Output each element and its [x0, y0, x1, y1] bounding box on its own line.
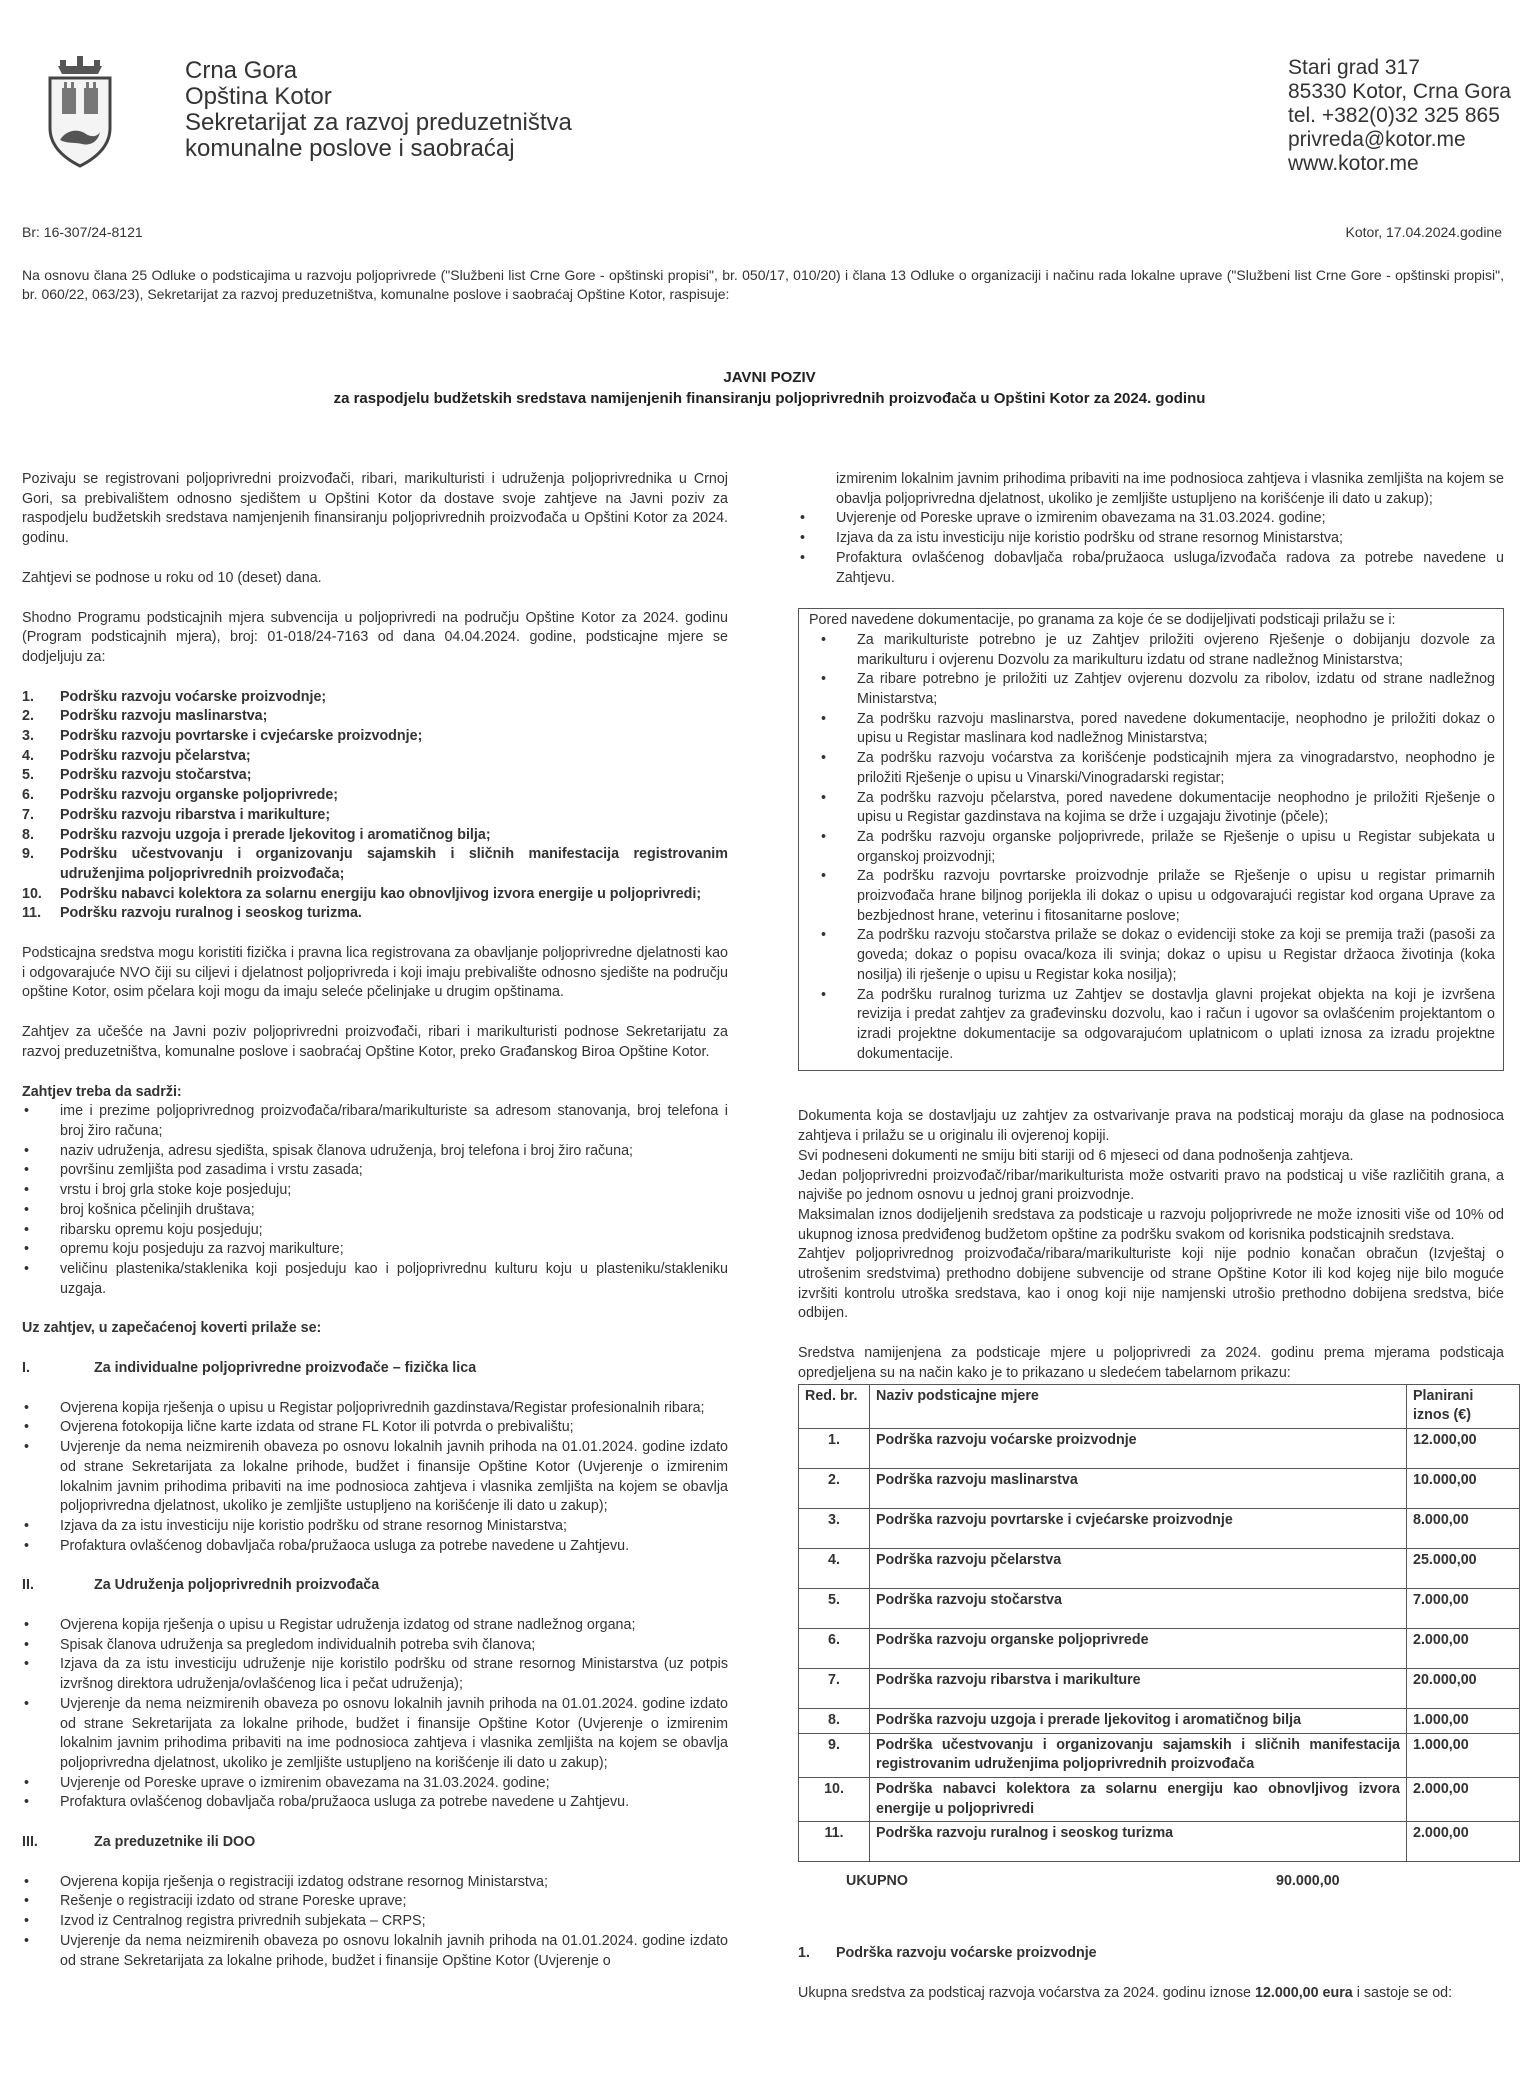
- table-row: 1. Podrška razvoju voćarske proizvodnje 12.000,00: [799, 1428, 1520, 1468]
- list-item: • Profaktura ovlašćenog dobavljača roba/pružaoca usluga/izvođača radova za potrebe navedene u Zahtjevu.: [798, 549, 1504, 588]
- section-heading: III. Za preduzetnike ili DOO: [22, 1834, 256, 1851]
- request-contents-list: [22, 1102, 728, 1299]
- eligibility-paragraph: Podsticajna sredstva mogu koristiti fizička i pravna lica registrovana za obavljanje poljoprivredne djelatnosti kao i odgovarajuće NVO čiji su ciljevi i djelatnost poljoprivreda i koji imaju prebivalište odnosno sjedište na području opštine Kotor, osim pčelara koji mogu da imaju seleće pčelinjake u drugim opštinama.: [22, 945, 728, 1001]
- contact-line: 85330 Kotor, Crna Gora: [1288, 80, 1511, 103]
- contact-website: www.kotor.me: [1288, 152, 1419, 175]
- budget-table: [798, 1384, 1520, 1863]
- table-row: 8. Podrška razvoju uzgoja i prerade ljekovitog i aromatičnog bilja 1.000,00: [799, 1708, 1520, 1733]
- list-item: • veličinu plastenika/staklenika koji posjeduju kao i poljoprivrednu kulturu koju u plasteniku/stakleniku uzgaja.: [22, 1260, 728, 1299]
- list-item: • Za podršku razvoju stočarstva prilaže se dokaz o evidenciji stoke za koji se premija traži (pasoši za goveda; dokaz o popisu ovaca/koza ili svinja; dokaz o upisu u Registar držaoca životinja (koka nosilja) ili rješenje o upisu u Registar koka nosilja);: [809, 926, 1495, 985]
- measures-list: [22, 688, 728, 924]
- measure-item: 11. Podršku razvoju ruralnog i seoskog turizma.: [22, 905, 362, 922]
- measure-item: 4. Podršku razvoju pčelarstva;: [22, 747, 251, 764]
- list-item: • Za podršku razvoju pčelarstva, pored navedene dokumentacije neophodno je priložiti Rješenje o upisu u Registar gazdinstava na kojima se drže i uzgajaju životinje (pčele);: [809, 789, 1495, 828]
- section-list: [22, 1616, 728, 1813]
- list-item: • Profaktura ovlašćenog dobavljača roba/pružaoca usluga za potrebe navedene u Zahtjevu.: [22, 1793, 728, 1813]
- measure-item: 8. Podršku razvoju uzgoja i prerade ljekovitog i aromatičnog bilja;: [22, 826, 491, 843]
- list-item: • Uvjerenje da nema neizmirenih obaveza po osnovu lokalnih javnih prihoda na 01.01.2024. godine izdato od strane Sekretarijata za lokalne prihode, budžet i finansije Opštine Kotor (Uvjerenje o izmirenim lokalnim javnim prihodima pribaviti na ime podnosioca zahtjeva i vlasnika zemljišta na kojem se obavlja poljoprivredna djelatnost, ukoliko je zemljište ustupljeno na korišćenje ili dato u zakup);: [22, 1438, 728, 1517]
- list-item: • opremu koju posjeduju za razvoj marikulture;: [22, 1240, 728, 1260]
- measure-item: 5. Podršku razvoju stočarstva;: [22, 767, 252, 784]
- list-item: • Ovjerena kopija rješenja o upisu u Registar poljoprivrednih gazdinstava/Registar profesionalnih ribara;: [22, 1399, 728, 1419]
- issuer-block: [185, 58, 572, 162]
- contact-line: Stari grad 317: [1288, 56, 1420, 79]
- section-heading: II. Za Udruženja poljoprivrednih proizvođača: [22, 1577, 380, 1594]
- list-item: • Rešenje o registraciji izdato od strane Poreske uprave;: [22, 1892, 728, 1912]
- issuer-line: Opština Kotor: [185, 83, 332, 110]
- intro-paragraph: Pozivaju se registrovani poljoprivredni proizvođači, ribari, marikulturisti i udruženja poljoprivrednika u Crnoj Gori, sa prebivalištem odnosno sjedištem u Opštini Kotor da dostave svoje zahtjeve na Javni poziv za raspodjelu budžetskih sredstava namjenjenih finansiranju poljoprivrednih proizvođača u Opštini Kotor za 2024. godinu.: [22, 471, 728, 547]
- list-item: • Izjava da za istu investiciju nije koristio podršku od strane resornog Ministarstva;: [798, 529, 1504, 549]
- table-row: 9. Podrška učestvovanju i organizovanju sajamskih i sličnih manifestacija registrovanim udruženjima poljoprivrednih proizvođača 1.000,00: [799, 1733, 1520, 1777]
- header-cell: Red. br.: [799, 1384, 870, 1428]
- header-cell: Naziv podsticajne mjere: [870, 1384, 1407, 1428]
- measure-item: 2. Podršku razvoju maslinarstva;: [22, 708, 268, 725]
- issuer-line: komunalne poslove i saobraćaj: [185, 135, 515, 162]
- issuer-line: Crna Gora: [185, 57, 298, 84]
- preamble: Na osnovu člana 25 Odluke o podsticajima u razvoju poljoprivrede ("Službeni list Crne Gore - opštinski propisi", br. 050/17, 010/20) i člana 13 Odluke o organizaciji i načinu rada lokalne uprave ("Službeni list Crne Gore - opštinski propisi", br. 060/22, 063/23), Sekretarijat za razvoj preduzetništva, komunalne poslove i saobraćaj Opštine Kotor, raspisuje:: [22, 267, 1504, 302]
- list-item: • Spisak članova udruženja sa pregledom individualnih potreba svih članova;: [22, 1636, 728, 1656]
- measure-item: 7. Podršku razvoju ribarstva i marikulture;: [22, 806, 331, 823]
- table-row: 2. Podrška razvoju maslinarstva 10.000,00: [799, 1468, 1520, 1508]
- list-item: • naziv udruženja, adresu sjedišta, spisak članova udruženja, broj telefona i broj žiro računa;: [22, 1142, 728, 1162]
- envelope-heading: Uz zahtjev, u zapečaćenoj koverti prilaže se:: [22, 1320, 322, 1337]
- list-item: • Za podršku razvoju maslinarstva, pored navedene dokumentacije, neophodno je priložiti dokaz o upisu u Registar maslinara kod nadležnog Ministarstva;: [809, 710, 1495, 749]
- continued-list: [798, 509, 1504, 588]
- measure-item: 6. Podršku razvoju organske poljoprivrede;: [22, 787, 339, 804]
- list-item: • Uvjerenje da nema neizmirenih obaveza po osnovu lokalnih javnih prihoda na 01.01.2024. godine izdato od strane Sekretarijata za lokalne prihode, budžet i finansije Opštine Kotor (Uvjerenje o izmirenim lokalnim javnim prihodima pribaviti na ime podnosioca zahtjeva i vlasnika zemljišta na kojem se obavlja poljoprivredna djelatnost, ukoliko je zemljište ustupljeno na korišćenje ili dato u zakup);: [22, 1695, 728, 1774]
- contact-block: [1288, 56, 1511, 176]
- list-item: • broj košnica pčelinjih društava;: [22, 1201, 728, 1221]
- section-heading: I. Za individualne poljoprivredne proizvođače – fizička lica: [22, 1360, 477, 1377]
- continued-text: izmirenim lokalnim javnim prihodima pribaviti na ime podnosioca zahtjeva i vlasnika zemljišta na kojem se obavlja poljoprivredna djelatnost, ukoliko je zemljište ustupljeno na korišćenje ili dato u zakup);: [836, 471, 1504, 507]
- notes-paragraph: Dokumenta koja se dostavljaju uz zahtjev za ostvarivanje prava na podsticaj moraju da glase na podnosioca zahtjeva i prilažu se u originalu ili ovjerenoj kopiji. Svi podneseni dokumenti ne smiju biti stariji od 6 mjeseci od dana podnošenja zahtjeva. Jedan poljoprivredni proizvođač/ribar/marikulturista može ostvariti pravo na podsticaj u više različitih grana, a najviše po jednom osnovu u jednoj grani proizvodnje. Maksimalan iznos dodijeljenih sredstava za podsticaje u razvoju poljoprivrede ne može iznositi više od 10% od ukupnog iznosa predviđenog budžetom opštine za podršku svakom od korisnika podsticajnih sredstava. Zahtjev poljoprivrednog proizvođača/ribara/marikulturiste koji nije podnio konačan obračun (Izvještaj o utrošenim sredstvima) prethodno dobijene subvencije od strane Opštine Kotor ili kod kojeg nije bilo moguće izvršiti kontrolu utroška sredstava, kao i onog koji nije namjenski utrošio prethodno dobijena sredstva, biće odbijen.: [798, 1108, 1504, 1322]
- request-contents-heading: Zahtjev treba da sadrži:: [22, 1083, 182, 1100]
- list-item: • Za marikulturiste potrebno je uz Zahtjev priložiti ovjereno Rješenje o dobijanju dozvole za marikulturu i ovjerenu Dozvolu za marikulturu izdatu od strane nadležnog Ministarstva;: [809, 631, 1495, 670]
- submission-paragraph: Zahtjev za učešće na Javni poziv poljoprivredni proizvođači, ribari i marikulturisti podnose Sekretarijatu za razvoj preduzetništva, komunalne poslove i saobraćaj Opštine Kotor, preko Građanskog Biroa Opštine Kotor.: [22, 1024, 728, 1060]
- list-item: • vrstu i broj grla stoke koje posjeduju;: [22, 1181, 728, 1201]
- table-row: 6. Podrška razvoju organske poljoprivrede 2.000,00: [799, 1628, 1520, 1668]
- list-item: • Uvjerenje od Poreske uprave o izmirenim obavezama na 31.03.2024. godine;: [22, 1774, 728, 1794]
- list-item: • Za podršku razvoju povrtarske proizvodnje prilaže se Rješenje o upisu u registar primarnih proizvođača hrane biljnog porijekla ili dokaz o upisu u odgovarajući registar kod organa Uprave za bezbjednost hrane, veterinu i fitosanitarne poslove;: [809, 867, 1495, 926]
- section-list: [22, 1873, 728, 1972]
- list-item: • Ovjerena fotokopija lične karte izdata od strane FL Kotor ili potvrda o prebivalištu;: [22, 1418, 728, 1438]
- list-item: • Izvod iz Centralnog registra privrednih subjekata – CRPS;: [22, 1912, 728, 1932]
- box-heading: Pored navedene dokumentacije, po granama za koje će se dodijeljivati podsticaji prilažu se i:: [809, 612, 1396, 629]
- list-item: • Za podršku razvoju organske poljoprivrede, prilaže se Rješenje o upisu u Registar subjekata u organskoj proizvodnji;: [809, 828, 1495, 867]
- deadline-note: Zahtjevi se podnose u roku od 10 (deset) dana.: [22, 569, 322, 586]
- contact-line: tel. +382(0)32 325 865: [1288, 104, 1500, 127]
- table-row: 7. Podrška razvoju ribarstva i marikulture 20.000,00: [799, 1668, 1520, 1708]
- list-item: • Za ribare potrebno je priložiti uz Zahtjev ovjerenu dozvolu za ribolov, izdatu od strane nadležnog Ministarstva;: [809, 670, 1495, 709]
- left-column: [22, 470, 728, 1971]
- list-item: • ribarsku opremu koju posjeduju;: [22, 1221, 728, 1241]
- document-subtitle: za raspodjelu budžetskih sredstava namijenjenih finansiranju poljoprivrednih proizvođača u Opštini Kotor za 2024. godinu: [333, 390, 1206, 407]
- measure-item: 1. Podršku razvoju voćarske proizvodnje;: [22, 688, 327, 705]
- issuer-line: Sekretarijat za razvoj preduzetništva: [185, 109, 572, 136]
- table-row: 11. Podrška razvoju ruralnog i seoskog turizma 2.000,00: [799, 1822, 1520, 1862]
- right-column: [798, 470, 1504, 2004]
- list-item: • ime i prezime poljoprivrednog proizvođača/ribara/marikulturiste sa adresom stanovanja, broj telefona i broj žiro računa;: [22, 1102, 728, 1141]
- total-value: 90.000,00: [1276, 1873, 1340, 1890]
- list-item: • Uvjerenje da nema neizmirenih obaveza po osnovu lokalnih javnih prihoda na 01.01.2024. godine izdato od strane Sekretarijata za lokalne prihode, budžet i finansije Opštine Kotor (Uvjerenje o: [22, 1932, 728, 1971]
- final-paragraph: Ukupna sredstva za podsticaj razvoja voćarstva za 2024. godinu iznose 12.000,00 eura i sastoje se od:: [798, 1985, 1453, 2002]
- document-title: JAVNI POZIV: [723, 369, 816, 386]
- table-row: 4. Podrška razvoju pčelarstva 25.000,00: [799, 1548, 1520, 1588]
- list-item: • Za podršku ruralnog turizma uz Zahtjev se dostavlja glavni projekat objekta na koji je izvršena revizija i predat zahtjev za građevinsku dozvolu, kao i račun i ugovor sa ovlašćenim projektantom o izradi projektne dokumentacije sa odgovarajućom uplatnicom o uplati iznosa za izradu projektne dokumentacije.: [809, 986, 1495, 1065]
- table-row: 5. Podrška razvoju stočarstva 7.000,00: [799, 1588, 1520, 1628]
- list-item: • Ovjerena kopija rješenja o registraciji izdatog odstrane resornog Ministarstva;: [22, 1873, 728, 1893]
- additional-documents-box: [798, 608, 1504, 1071]
- measure-item: 9. Podršku učestvovanju i organizovanju sajamskih i sličnih manifestacija registrovanim udruženjima poljoprivrednih proizvođača;: [22, 846, 728, 882]
- contact-email: privreda@kotor.me: [1288, 128, 1466, 151]
- header-cell: Planirani iznos (€): [1407, 1384, 1520, 1428]
- measure-item: 3. Podršku razvoju povrtarske i cvjećarske proizvodnje;: [22, 728, 423, 745]
- table-intro: Sredstva namijenjena za podsticaje mjere u poljoprivredi za 2024. godinu prema mjerama podsticaja opredjeljena su na način kako je to prikazano u sledećem tabelarnom prikazu:: [798, 1345, 1504, 1381]
- list-item: • Ovjerena kopija rješenja o upisu u Registar udruženja izdatog od strane nadležnog organa;: [22, 1616, 728, 1636]
- final-amount: 12.000,00 eura: [1254, 1985, 1353, 2002]
- section-list: [22, 1399, 728, 1557]
- reference-number: Br: 16-307/24-8121: [22, 224, 143, 240]
- program-paragraph: Shodno Programu podsticajnih mjera subvencija u poljoprivredi na području Opštine Kotor za 2024. godinu (Program podsticajnih mjera), broj: 01-018/24-7163 od dana 04.04.2024. godine, podsticajne mjere se dodjeljuju za:: [22, 609, 728, 665]
- list-item: • površinu zemljišta pod zasadima i vrstu zasada;: [22, 1161, 728, 1181]
- measure-item: 10. Podršku nabavci kolektora za solarnu energiju kao obnovljivog izvora energije u poljoprivredi;: [22, 885, 702, 902]
- list-item: • Za podršku razvoju voćarstva za korišćenje podsticajnih mjera za vinogradarstvo, neophodno je priložiti Rješenje o upisu u Vinarski/Vinogradarski registar;: [809, 749, 1495, 788]
- table-row: 3. Podrška razvoju povrtarske i cvjećarske proizvodnje 8.000,00: [799, 1508, 1520, 1548]
- table-header-row: [799, 1384, 1520, 1428]
- document-date: Kotor, 17.04.2024.godine: [1345, 224, 1502, 240]
- list-item: • Izjava da za istu investiciju udruženje nije koristilo podršku od strane resornog Ministarstva (uz potpis izvršnog direktora udruženja/ovlašćenog lica i pečat udruženja);: [22, 1655, 728, 1694]
- municipality-crest: [44, 52, 116, 172]
- table-row: 10. Podrška nabavci kolektora za solarnu energiju kao obnovljivog izvora energije u poljoprivredi 2.000,00: [799, 1778, 1520, 1822]
- list-item: • Profaktura ovlašćenog dobavljača roba/pružaoca usluga za potrebe navedene u Zahtjevu.: [22, 1537, 728, 1557]
- total-label: UKUPNO: [846, 1873, 908, 1890]
- subsection-heading: 1. Podrška razvoju voćarske proizvodnje: [798, 1945, 1097, 1962]
- list-item: • Izjava da za istu investiciju nije koristio podršku od strane resornog Ministarstva;: [22, 1517, 728, 1537]
- table-total-row: [798, 1868, 1504, 1898]
- list-item: • Uvjerenje od Poreske uprave o izmirenim obavezama na 31.03.2024. godine;: [798, 509, 1504, 529]
- box-list: [809, 631, 1495, 1064]
